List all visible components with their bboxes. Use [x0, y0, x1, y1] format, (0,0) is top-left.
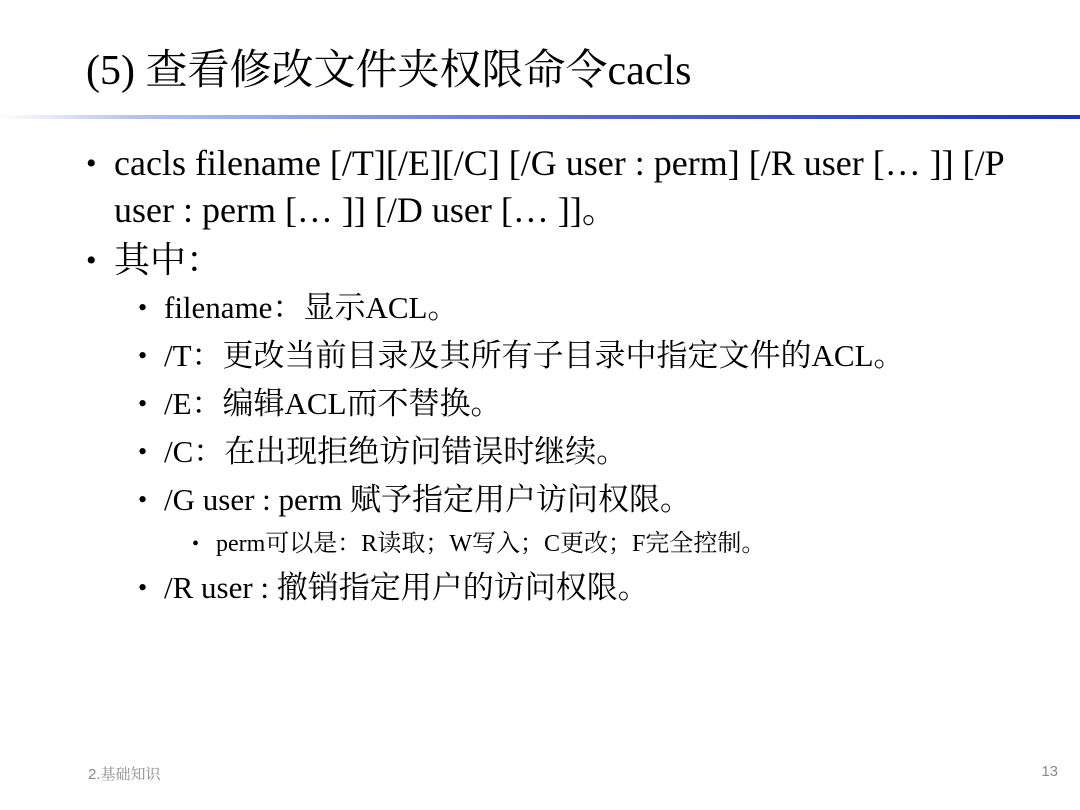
- bullet-item-g-switch: [138, 476, 1066, 524]
- bullet-text: /T：更改当前目录及其所有子目录中指定文件的ACL。: [164, 338, 905, 373]
- bullet-item-r-switch: [138, 564, 1066, 612]
- bullet-item-e-switch: [138, 380, 1066, 428]
- footer-page-number: 13: [1041, 763, 1058, 780]
- bullet-text: /G user : perm 赋予指定用户访问权限。: [164, 482, 691, 517]
- bullet-text: /C：在出现拒绝访问错误时继续。: [164, 434, 628, 469]
- bullet-dot-icon: •: [138, 573, 148, 602]
- bullet-text: perm可以是：R读取；W写入；C更改；F完全控制。: [216, 531, 766, 557]
- footer-section-label: 2.基础知识: [88, 766, 161, 783]
- bullet-list: [86, 140, 1066, 612]
- bullet-dot-icon: •: [86, 147, 97, 180]
- bullet-item-syntax: [86, 140, 1066, 234]
- bullet-item-perm-values: [192, 524, 1066, 564]
- bullet-dot-icon: •: [192, 533, 200, 555]
- bullet-dot-icon: •: [138, 341, 148, 370]
- bullet-dot-icon: •: [86, 244, 97, 277]
- bullet-item-c-switch: [138, 428, 1066, 476]
- bullet-text: /R user : 撤销指定用户的访问权限。: [164, 570, 649, 605]
- bullet-item-where: [86, 237, 1066, 284]
- bullet-dot-icon: •: [138, 293, 148, 322]
- bullet-dot-icon: •: [138, 389, 148, 418]
- slide-title: (5) 查看修改文件夹权限命令cacls: [86, 48, 692, 94]
- bullet-dot-icon: •: [138, 485, 148, 514]
- bullet-item-filename: [138, 284, 1066, 332]
- bullet-dot-icon: •: [138, 437, 148, 466]
- bullet-text: filename：显示ACL。: [164, 290, 459, 325]
- title-underline: [0, 115, 1080, 119]
- bullet-text: cacls filename [/T][/E][/C] [/G user : perm] [/R user [… ]] [/P user : perm [… ]] [/D user [… ]]。: [114, 143, 1004, 230]
- bullet-item-t-switch: [138, 332, 1066, 380]
- bullet-text: /E：编辑ACL而不替换。: [164, 386, 502, 421]
- bullet-text: 其中：: [114, 240, 223, 280]
